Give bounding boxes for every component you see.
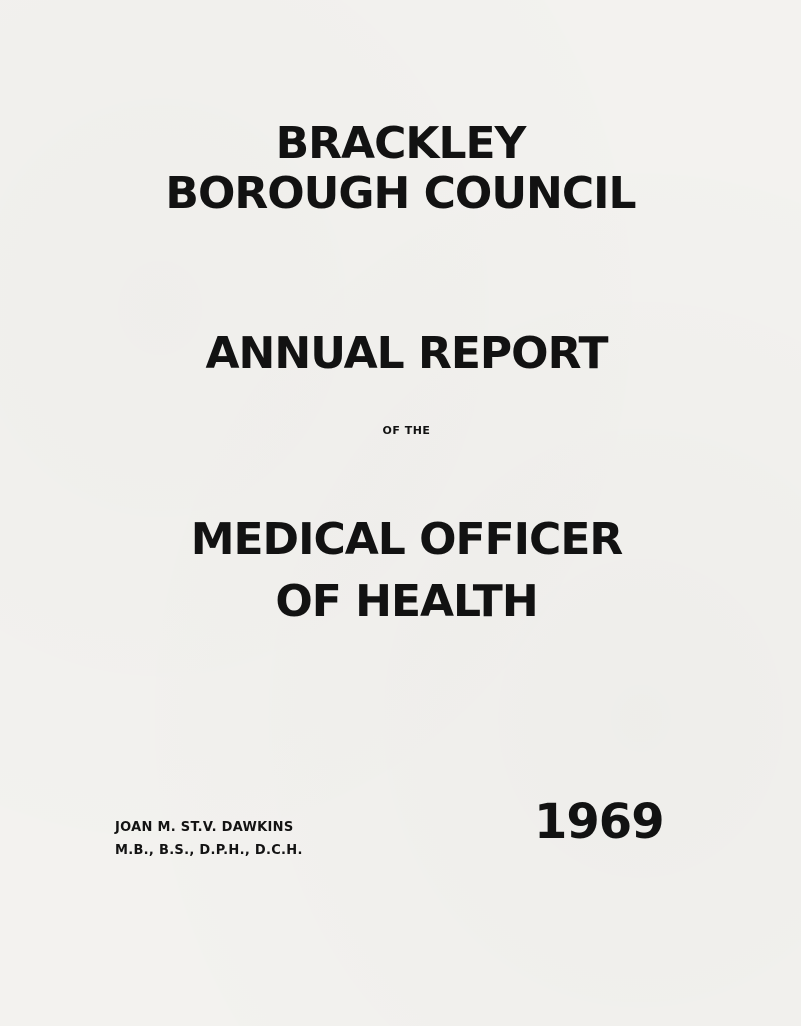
officer-title-line2: OF HEALTH bbox=[275, 576, 538, 627]
author-name: JOAN M. ST.V. DAWKINS bbox=[115, 820, 294, 835]
author-qualifications: M.B., B.S., D.P.H., D.C.H. bbox=[115, 843, 303, 858]
title-connector: OF THE bbox=[382, 424, 431, 437]
council-name-line1: BRACKLEY bbox=[275, 118, 526, 169]
report-year: 1969 bbox=[534, 794, 664, 850]
report-title: ANNUAL REPORT bbox=[205, 328, 608, 379]
officer-title-line1: MEDICAL OFFICER bbox=[190, 514, 623, 565]
council-name-line2: BOROUGH COUNCIL bbox=[165, 168, 636, 219]
